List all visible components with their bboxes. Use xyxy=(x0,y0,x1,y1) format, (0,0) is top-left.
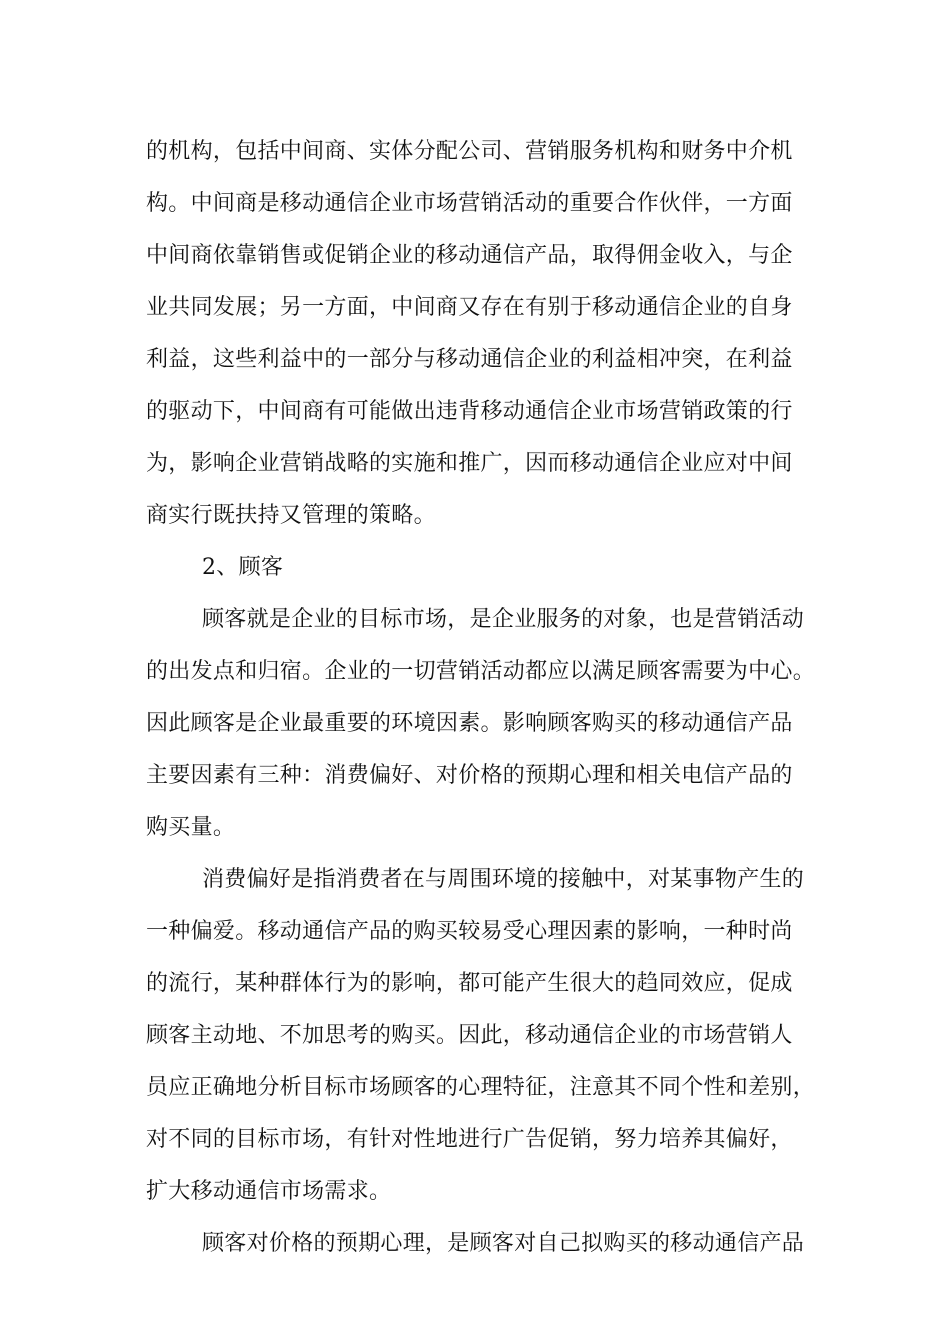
text-line: 业共同发展；另一方面，中间商又存在有别于移动通信企业的自身 xyxy=(146,295,793,320)
text-line: 对不同的目标市场，有针对性地进行广告促销，努力培养其偏好， xyxy=(146,1127,793,1152)
text-line: 商实行既扶持又管理的策略。 xyxy=(146,503,436,528)
text-line: 顾客主动地、不加思考的购买。因此，移动通信企业的市场营销人 xyxy=(146,1023,793,1048)
body-text xyxy=(146,126,816,1270)
text-line: 构。中间商是移动通信企业市场营销活动的重要合作伙伴，一方面 xyxy=(146,191,793,216)
text-line: 购买量。 xyxy=(146,815,236,840)
text-line: 的机构，包括中间商、实体分配公司、营销服务机构和财务中介机 xyxy=(146,139,793,164)
paragraph-start: 消费偏好是指消费者在与周围环境的接触中，对某事物产生的 xyxy=(202,867,805,892)
text-line: 的出发点和归宿。企业的一切营销活动都应以满足顾客需要为中心。 xyxy=(146,659,816,684)
section-heading: 2、顾客 xyxy=(202,555,284,580)
text-line: 的流行，某种群体行为的影响，都可能产生很大的趋同效应，促成 xyxy=(146,971,793,996)
text-line: 因此顾客是企业最重要的环境因素。影响顾客购买的移动通信产品 xyxy=(146,711,793,736)
text-line: 为，影响企业营销战略的实施和推广，因而移动通信企业应对中间 xyxy=(146,451,793,476)
text-line: 中间商依靠销售或促销企业的移动通信产品，取得佣金收入，与企 xyxy=(146,243,793,268)
text-line: 利益，这些利益中的一部分与移动通信企业的利益相冲突，在利益 xyxy=(146,347,793,372)
text-line: 一种偏爱。移动通信产品的购买较易受心理因素的影响，一种时尚 xyxy=(146,919,793,944)
paragraph-start: 顾客对价格的预期心理，是顾客对自己拟购买的移动通信产品 xyxy=(202,1231,805,1256)
text-line: 扩大移动通信市场需求。 xyxy=(146,1179,392,1204)
paragraph-start: 顾客就是企业的目标市场，是企业服务的对象，也是营销活动 xyxy=(202,607,805,632)
text-line: 主要因素有三种：消费偏好、对价格的预期心理和相关电信产品的 xyxy=(146,763,793,788)
text-line: 员应正确地分析目标市场顾客的心理特征，注意其不同个性和差别， xyxy=(146,1075,816,1100)
text-line: 的驱动下，中间商有可能做出违背移动通信企业市场营销政策的行 xyxy=(146,399,793,424)
